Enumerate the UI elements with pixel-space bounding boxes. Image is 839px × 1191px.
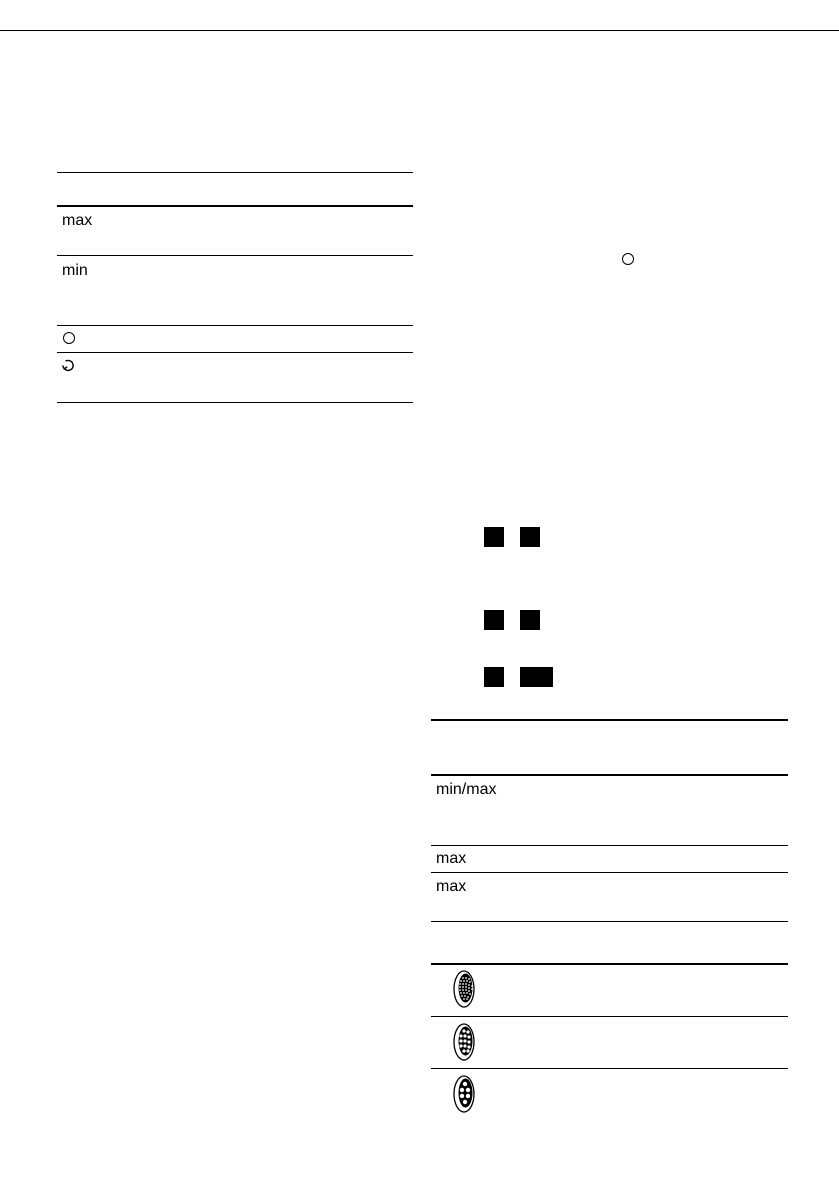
table-top-rule (431, 719, 788, 721)
row-divider (431, 1016, 788, 1017)
square-key-icon (484, 667, 504, 687)
row-divider (431, 845, 788, 846)
off-circle-icon (63, 332, 75, 344)
max-label: max (436, 850, 467, 867)
fine-grinding-disc-icon (448, 967, 480, 1011)
top-trim-line (0, 30, 839, 31)
table-bottom-rule (57, 402, 413, 403)
square-key-icon (520, 527, 540, 547)
row-divider (57, 255, 413, 256)
wide-key-icon (520, 667, 553, 687)
square-key-icon (484, 527, 504, 547)
min-label: min (436, 781, 462, 798)
reverse-arrow-icon (61, 358, 77, 374)
min-max-label (436, 781, 496, 799)
min-label: min (62, 262, 88, 279)
row-divider (57, 325, 413, 326)
row-divider (57, 352, 413, 353)
separator: / (461, 781, 467, 798)
medium-grinding-disc-icon (448, 1020, 480, 1064)
coarse-grinding-disc-icon (448, 1072, 480, 1116)
table-header-bottom-rule (57, 205, 413, 207)
row-divider (431, 872, 788, 873)
square-key-icon (520, 610, 540, 630)
table-header-rule (57, 172, 413, 173)
off-circle-icon (622, 253, 634, 265)
max-label: max (436, 878, 467, 895)
table-bottom-rule (431, 921, 788, 922)
max-label: max (62, 212, 93, 229)
row-divider (431, 1068, 788, 1069)
table-header-bottom-rule (431, 963, 788, 965)
square-key-icon (484, 610, 504, 630)
table-header-bottom-rule (431, 774, 788, 776)
max-label: max (466, 781, 497, 798)
